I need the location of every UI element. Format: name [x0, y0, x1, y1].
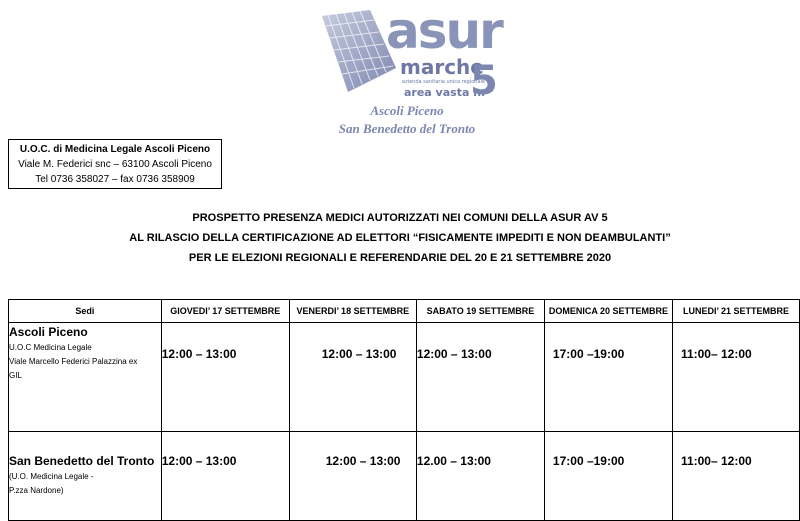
- column-header: LUNEDI’ 21 SETTEMBRE: [672, 300, 799, 323]
- location-detail: U.O.C Medicina Legale: [9, 343, 92, 352]
- time-cell: 12:00 – 13:00: [161, 323, 289, 432]
- location-detail: GIL: [9, 371, 22, 380]
- location-detail: P.zza Nardone): [9, 486, 64, 495]
- office-address: Viale M. Federici snc – 63100 Ascoli Piceno: [18, 159, 212, 170]
- time-cell: 12:00 – 13:00: [416, 323, 544, 432]
- time-cell: 12:00 – 13:00: [161, 432, 289, 521]
- time-cell: 12.00 – 13:00: [416, 432, 544, 521]
- location-name: San Benedetto del Tronto: [9, 454, 155, 468]
- column-header: GIOVEDI’ 17 SETTEMBRE: [161, 300, 289, 323]
- logo-brand: asur: [386, 2, 502, 60]
- time-cell: 11:00– 12:00: [672, 432, 799, 521]
- asur-logo: [318, 2, 502, 104]
- column-header: VENERDI’ 18 SETTEMBRE: [289, 300, 416, 323]
- location-cell: [9, 432, 162, 521]
- document-title-line-3: PER LE ELEZIONI REGIONALI E REFERENDARIE DEL 20 E 21 SETTEMBRE 2020: [188, 252, 612, 264]
- table-row: [9, 323, 800, 432]
- location-cell: [9, 323, 162, 432]
- logo-region: marche: [400, 55, 484, 79]
- time-cell: 17:00 –19:00: [544, 323, 672, 432]
- location-detail: Viale Marcello Federici Palazzina ex: [9, 357, 138, 366]
- time-cell: 17:00 –19:00: [544, 432, 672, 521]
- table-header-row: [9, 300, 800, 323]
- location-name: Ascoli Piceno: [9, 325, 88, 339]
- document-title-line-1: PROSPETTO PRESENZA MEDICI AUTORIZZATI NEI COMUNI DELLA ASUR AV 5: [192, 212, 608, 224]
- office-name: U.O.C. di Medicina Legale Ascoli Piceno: [19, 144, 211, 155]
- column-header: SABATO 19 SETTEMBRE: [416, 300, 544, 323]
- column-header: DOMENICA 20 SETTEMBRE: [544, 300, 672, 323]
- logo-subtitle: azienda sanitaria unica regionale: [402, 79, 485, 85]
- table-row: [9, 432, 800, 521]
- column-header: Sedi: [9, 300, 162, 323]
- time-cell: 11:00– 12:00: [672, 323, 799, 432]
- logo-area: area vasta n.: [404, 86, 486, 99]
- time-cell: 12:00 – 13:00: [289, 323, 416, 432]
- schedule-table: [8, 299, 800, 521]
- city-ascoli: Ascoli Piceno: [370, 103, 444, 118]
- city-san-benedetto: San Benedetto del Tronto: [338, 121, 476, 136]
- document-title-line-2: AL RILASCIO DELLA CERTIFICAZIONE AD ELETTORI “FISICAMENTE IMPEDITI E NON DEAMBULANTI”: [129, 232, 671, 244]
- time-cell: 12:00 – 13:00: [289, 432, 416, 521]
- office-phone: Tel 0736 358027 – fax 0736 358909: [35, 174, 195, 185]
- logo-number: 5: [470, 58, 498, 104]
- office-address-box: [8, 139, 222, 189]
- location-detail: (U.O. Medicina Legale -: [9, 472, 94, 481]
